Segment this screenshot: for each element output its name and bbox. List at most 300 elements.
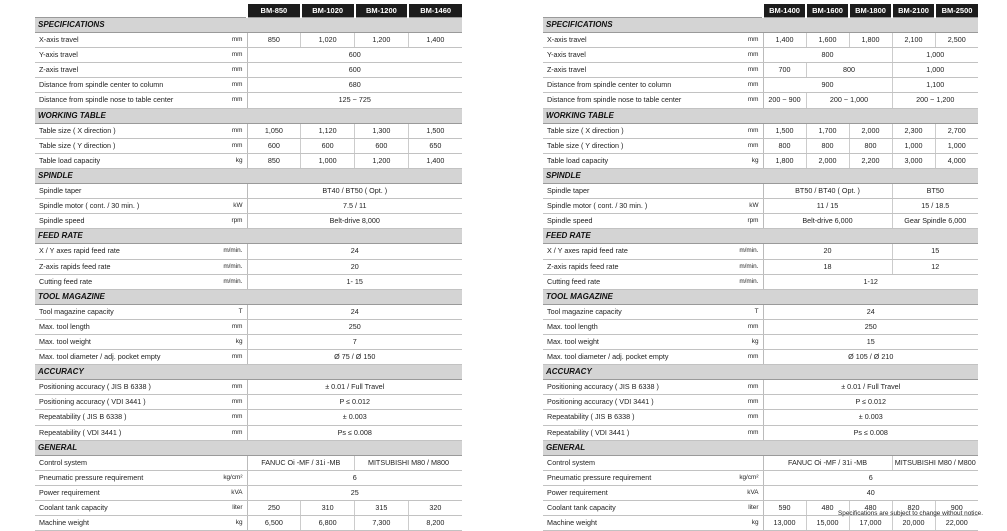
- spec-row: [543, 184, 978, 199]
- spec-label: Power requirement: [35, 485, 175, 500]
- spec-label: Repeatability ( JIS B 6338 ): [35, 410, 175, 425]
- spec-value: 15: [763, 334, 978, 349]
- spec-value: 20: [763, 244, 892, 259]
- spec-label: Table size ( Y direction ): [35, 138, 175, 153]
- section-header-row: [35, 168, 462, 183]
- spec-row: [35, 199, 462, 214]
- section-header-row: [35, 18, 462, 33]
- spec-unit: [691, 455, 763, 470]
- spec-label: Spindle motor ( cont. / 30 min. ): [35, 199, 175, 214]
- spec-value: MITSUBISHI M80 / M800: [892, 455, 978, 470]
- spec-value: 1- 15: [247, 274, 462, 289]
- spec-label: Spindle taper: [35, 184, 175, 199]
- spec-row: [35, 63, 462, 78]
- spec-unit: m/min.: [691, 244, 763, 259]
- spec-value: MITSUBISHI M80 / M800: [355, 455, 463, 470]
- spec-unit: rpm: [691, 214, 763, 229]
- spec-row: [35, 274, 462, 289]
- spec-row: [35, 244, 462, 259]
- section-title: GENERAL: [35, 440, 462, 455]
- spec-value: 2,700: [935, 123, 978, 138]
- spec-label: Tool magazine capacity: [543, 304, 691, 319]
- spec-unit: mm: [175, 410, 247, 425]
- spec-value: 1,200: [355, 33, 409, 48]
- section-header-row: [543, 108, 978, 123]
- spec-row: [35, 259, 462, 274]
- spec-value: BT50: [892, 184, 978, 199]
- spec-unit: kVA: [691, 485, 763, 500]
- spec-label: Coolant tank capacity: [35, 501, 175, 516]
- spec-label: Table size ( X direction ): [543, 123, 691, 138]
- spec-value: 310: [301, 501, 355, 516]
- spec-value: 600: [247, 138, 301, 153]
- spec-value: 1,100: [892, 78, 978, 93]
- spec-value: 1,000: [301, 153, 355, 168]
- spec-table-left: [35, 4, 462, 531]
- model-header: BM-1800: [849, 4, 892, 18]
- model-header: BM-850: [247, 4, 301, 18]
- model-header-row: [35, 4, 462, 18]
- spec-label: Cutting feed rate: [35, 274, 175, 289]
- spec-value: 1,000: [892, 138, 935, 153]
- spec-label: Max. tool length: [35, 319, 175, 334]
- spec-unit: mm: [691, 410, 763, 425]
- spec-value: 1,050: [247, 123, 301, 138]
- section-title: TOOL MAGAZINE: [543, 289, 978, 304]
- spec-value: 600: [247, 48, 462, 63]
- spec-unit: kg: [175, 516, 247, 531]
- spec-value: 2,200: [849, 153, 892, 168]
- section-title: TOOL MAGAZINE: [35, 289, 462, 304]
- spec-unit: kW: [175, 199, 247, 214]
- model-header: BM-1600: [806, 4, 849, 18]
- spec-unit: [691, 184, 763, 199]
- spec-value: 6: [247, 470, 462, 485]
- spec-row: [35, 319, 462, 334]
- footnote: Specifications are subject to change without notice.: [838, 510, 983, 517]
- spec-row: [543, 395, 978, 410]
- spec-label: Spindle motor ( cont. / 30 min. ): [543, 199, 691, 214]
- spec-value: ± 0.01 / Full Travel: [247, 380, 462, 395]
- spec-unit: mm: [175, 425, 247, 440]
- spec-label: Positioning accuracy ( VDI 3441 ): [35, 395, 175, 410]
- spec-label: Distance from spindle center to column: [35, 78, 175, 93]
- spec-value: 900: [935, 501, 978, 516]
- spec-value: ± 0.003: [763, 410, 978, 425]
- spec-label: Max. tool diameter / adj. pocket empty: [543, 350, 691, 365]
- spec-unit: mm: [691, 63, 763, 78]
- spec-value: 1-12: [763, 274, 978, 289]
- section-title: ACCURACY: [543, 365, 978, 380]
- spec-row: [35, 425, 462, 440]
- spec-value: 1,800: [763, 153, 806, 168]
- section-title: SPINDLE: [543, 168, 978, 183]
- spec-value: 900: [763, 78, 892, 93]
- spec-unit: mm: [175, 33, 247, 48]
- spec-value: 1,500: [763, 123, 806, 138]
- spec-value: 590: [763, 501, 806, 516]
- spec-row: [543, 48, 978, 63]
- spec-value: 6,500: [247, 516, 301, 531]
- spec-label: Spindle speed: [35, 214, 175, 229]
- spec-value: 2,300: [892, 123, 935, 138]
- model-header: BM-2500: [935, 4, 978, 18]
- spec-row: [543, 410, 978, 425]
- spec-unit: mm: [691, 48, 763, 63]
- spec-value: 200 ~ 900: [763, 93, 806, 108]
- spec-row: [35, 123, 462, 138]
- spec-row: [543, 380, 978, 395]
- spec-row: [543, 244, 978, 259]
- spec-label: Machine weight: [543, 516, 691, 531]
- spec-value: 2,100: [892, 33, 935, 48]
- spec-value: P ≤ 0.012: [247, 395, 462, 410]
- spec-unit: mm: [175, 319, 247, 334]
- spec-value: 1,000: [935, 138, 978, 153]
- spec-value: 17,000: [849, 516, 892, 531]
- spec-value: 40: [763, 485, 978, 500]
- spec-value: Gear Spindle 6,000: [892, 214, 978, 229]
- spec-row: [35, 304, 462, 319]
- spec-value: 15: [892, 244, 978, 259]
- spec-value: 1,200: [355, 153, 409, 168]
- spec-value: 24: [247, 244, 462, 259]
- spec-label: Y-axis travel: [35, 48, 175, 63]
- spec-unit: mm: [175, 63, 247, 78]
- spec-label: Table size ( X direction ): [35, 123, 175, 138]
- spec-value: 7.5 / 11: [247, 199, 462, 214]
- spec-unit: mm: [175, 380, 247, 395]
- section-title: SPECIFICATIONS: [543, 18, 978, 33]
- spec-label: Machine weight: [35, 516, 175, 531]
- spec-value: 12: [892, 259, 978, 274]
- spec-label: Table size ( Y direction ): [543, 138, 691, 153]
- spec-row: [35, 395, 462, 410]
- spec-value: 13,000: [763, 516, 806, 531]
- spec-value: Ps ≤ 0.008: [247, 425, 462, 440]
- spec-unit: mm: [691, 425, 763, 440]
- spec-label: Pneumatic pressure requirement: [543, 470, 691, 485]
- section-header-row: [543, 289, 978, 304]
- spec-value: 800: [806, 63, 892, 78]
- spec-unit: mm: [691, 319, 763, 334]
- spec-label: X-axis travel: [35, 33, 175, 48]
- spec-label: Z-axis rapids feed rate: [35, 259, 175, 274]
- spec-label: Table load capacity: [35, 153, 175, 168]
- spec-value: 15 / 18.5: [892, 199, 978, 214]
- spec-unit: m/min.: [175, 259, 247, 274]
- spec-value: 250: [763, 319, 978, 334]
- spec-value: 800: [806, 138, 849, 153]
- spec-value: 1,120: [301, 123, 355, 138]
- spec-row: [35, 470, 462, 485]
- spec-row: [543, 78, 978, 93]
- section-title: WORKING TABLE: [35, 108, 462, 123]
- spec-value: 24: [247, 304, 462, 319]
- spec-unit: mm: [175, 395, 247, 410]
- spec-value: Belt-drive 6,000: [763, 214, 892, 229]
- model-header: BM-1200: [355, 4, 409, 18]
- spec-label: Control system: [35, 455, 175, 470]
- spec-row: [543, 485, 978, 500]
- spec-unit: mm: [175, 93, 247, 108]
- section-title: FEED RATE: [35, 229, 462, 244]
- spec-unit: [175, 455, 247, 470]
- section-header-row: [35, 108, 462, 123]
- spec-value: 480: [806, 501, 849, 516]
- spec-label: Distance from spindle center to column: [543, 78, 691, 93]
- spec-unit: m/min.: [175, 244, 247, 259]
- spec-unit: kg: [175, 334, 247, 349]
- spec-value: 315: [355, 501, 409, 516]
- spec-row: [543, 138, 978, 153]
- spec-table-right: [543, 4, 978, 531]
- spec-value: Ø 105 / Ø 210: [763, 350, 978, 365]
- spec-value: 25: [247, 485, 462, 500]
- spec-row: [543, 425, 978, 440]
- spec-value: 1,800: [849, 33, 892, 48]
- spec-row: [35, 410, 462, 425]
- spec-value: 1,400: [408, 153, 462, 168]
- spec-value: Ø 75 / Ø 150: [247, 350, 462, 365]
- spec-value: P ≤ 0.012: [763, 395, 978, 410]
- spec-value: 1,000: [892, 48, 978, 63]
- header-spacer: [35, 4, 247, 18]
- spec-value: 800: [849, 138, 892, 153]
- spec-label: Repeatability ( VDI 3441 ): [543, 425, 691, 440]
- spec-value: FANUC Oi -MF / 31i -MB: [247, 455, 355, 470]
- spec-value: Belt-drive 8,000: [247, 214, 462, 229]
- spec-value: ± 0.01 / Full Travel: [763, 380, 978, 395]
- spec-label: X / Y axes rapid feed rate: [543, 244, 691, 259]
- spec-row: [543, 350, 978, 365]
- spec-value: 1,600: [806, 33, 849, 48]
- spec-row: [35, 380, 462, 395]
- header-spacer: [543, 4, 763, 18]
- section-header-row: [543, 365, 978, 380]
- spec-unit: mm: [691, 33, 763, 48]
- spec-label: Distance from spindle nose to table center: [543, 93, 691, 108]
- spec-unit: rpm: [175, 214, 247, 229]
- spec-row: [35, 93, 462, 108]
- spec-unit: mm: [175, 350, 247, 365]
- model-header: BM-2100: [892, 4, 935, 18]
- spec-row: [35, 485, 462, 500]
- spec-unit: kW: [691, 199, 763, 214]
- spec-value: 700: [763, 63, 806, 78]
- section-header-row: [543, 229, 978, 244]
- spec-value: 1,500: [408, 123, 462, 138]
- section-title: SPINDLE: [35, 168, 462, 183]
- spec-label: X-axis travel: [543, 33, 691, 48]
- section-header-row: [35, 365, 462, 380]
- spec-value: 820: [892, 501, 935, 516]
- spec-row: [35, 516, 462, 531]
- section-header-row: [35, 289, 462, 304]
- spec-unit: m/min.: [691, 259, 763, 274]
- spec-value: FANUC Oi -MF / 31i -MB: [763, 455, 892, 470]
- spec-value: 6: [763, 470, 978, 485]
- spec-value: 800: [763, 138, 806, 153]
- spec-value: 850: [247, 33, 301, 48]
- spec-label: Cutting feed rate: [543, 274, 691, 289]
- spec-row: [543, 214, 978, 229]
- spec-label: Coolant tank capacity: [543, 501, 691, 516]
- spec-label: Z-axis rapids feed rate: [543, 259, 691, 274]
- spec-label: Spindle speed: [543, 214, 691, 229]
- spec-unit: kg: [691, 153, 763, 168]
- spec-value: 320: [408, 501, 462, 516]
- model-header-row: [543, 4, 978, 18]
- section-header-row: [543, 440, 978, 455]
- spec-value: BT40 / BT50 ( Opt. ): [247, 184, 462, 199]
- spec-unit: m/min.: [691, 274, 763, 289]
- spec-value: 600: [301, 138, 355, 153]
- section-header-row: [35, 440, 462, 455]
- spec-value: 250: [247, 501, 301, 516]
- spec-row: [543, 153, 978, 168]
- spec-value: 24: [763, 304, 978, 319]
- spec-unit: mm: [691, 123, 763, 138]
- spec-value: 11 / 15: [763, 199, 892, 214]
- spec-label: Control system: [543, 455, 691, 470]
- spec-row: [543, 455, 978, 470]
- spec-label: Max. tool diameter / adj. pocket empty: [35, 350, 175, 365]
- spec-row: [543, 63, 978, 78]
- spec-value: 2,000: [849, 123, 892, 138]
- spec-row: [543, 259, 978, 274]
- spec-label: Repeatability ( JIS B 6338 ): [543, 410, 691, 425]
- spec-row: [543, 199, 978, 214]
- spec-label: Tool magazine capacity: [35, 304, 175, 319]
- section-title: FEED RATE: [543, 229, 978, 244]
- spec-row: [35, 334, 462, 349]
- spec-value: 20,000: [892, 516, 935, 531]
- spec-row: [35, 48, 462, 63]
- spec-unit: T: [691, 304, 763, 319]
- spec-unit: mm: [691, 138, 763, 153]
- spec-row: [543, 334, 978, 349]
- spec-row: [543, 123, 978, 138]
- spec-label: Distance from spindle nose to table center: [35, 93, 175, 108]
- spec-value: 1,400: [408, 33, 462, 48]
- spec-value: 250: [247, 319, 462, 334]
- spec-row: [35, 138, 462, 153]
- spec-label: Y-axis travel: [543, 48, 691, 63]
- spec-label: X / Y axes rapid feed rate: [35, 244, 175, 259]
- spec-value: 18: [763, 259, 892, 274]
- spec-label: Repeatability ( VDI 3441 ): [35, 425, 175, 440]
- spec-unit: mm: [691, 350, 763, 365]
- spec-value: 4,000: [935, 153, 978, 168]
- spec-value: Ps ≤ 0.008: [763, 425, 978, 440]
- spec-row: [543, 304, 978, 319]
- spec-value: 600: [355, 138, 409, 153]
- spec-value: 6,800: [301, 516, 355, 531]
- spec-value: 1,020: [301, 33, 355, 48]
- spec-value: 1,700: [806, 123, 849, 138]
- spec-row: [543, 33, 978, 48]
- section-title: WORKING TABLE: [543, 108, 978, 123]
- spec-unit: mm: [691, 78, 763, 93]
- spec-row: [543, 93, 978, 108]
- section-header-row: [543, 168, 978, 183]
- spec-label: Table load capacity: [543, 153, 691, 168]
- spec-label: Spindle taper: [543, 184, 691, 199]
- spec-unit: liter: [691, 501, 763, 516]
- spec-value: 2,000: [806, 153, 849, 168]
- spec-value: 1,300: [355, 123, 409, 138]
- spec-unit: kg/cm²: [691, 470, 763, 485]
- spec-unit: m/min.: [175, 274, 247, 289]
- spec-value: 2,500: [935, 33, 978, 48]
- spec-value: 650: [408, 138, 462, 153]
- spec-value: 600: [247, 63, 462, 78]
- section-title: SPECIFICATIONS: [35, 18, 462, 33]
- spec-value: 3,000: [892, 153, 935, 168]
- spec-value: 850: [247, 153, 301, 168]
- spec-label: Max. tool length: [543, 319, 691, 334]
- spec-value: 15,000: [806, 516, 849, 531]
- spec-unit: mm: [691, 93, 763, 108]
- spec-unit: mm: [175, 123, 247, 138]
- spec-label: Positioning accuracy ( JIS B 6338 ): [543, 380, 691, 395]
- spec-unit: mm: [175, 138, 247, 153]
- spec-row: [543, 516, 978, 531]
- spec-label: Pneumatic pressure requirement: [35, 470, 175, 485]
- spec-value: 7: [247, 334, 462, 349]
- spec-label: Z-axis travel: [543, 63, 691, 78]
- spec-label: Z-axis travel: [35, 63, 175, 78]
- spec-value: 1,400: [763, 33, 806, 48]
- section-title: ACCURACY: [35, 365, 462, 380]
- spec-value: 7,300: [355, 516, 409, 531]
- spec-row: [543, 470, 978, 485]
- spec-unit: mm: [691, 380, 763, 395]
- spec-row: [35, 184, 462, 199]
- spec-row: [543, 274, 978, 289]
- spec-row: [35, 350, 462, 365]
- spec-value: ± 0.003: [247, 410, 462, 425]
- spec-row: [35, 78, 462, 93]
- spec-label: Max. tool weight: [35, 334, 175, 349]
- spec-unit: mm: [175, 48, 247, 63]
- spec-value: BT50 / BT40 ( Opt. ): [763, 184, 892, 199]
- spec-row: [35, 501, 462, 516]
- spec-value: 200 ~ 1,200: [892, 93, 978, 108]
- spec-value: 680: [247, 78, 462, 93]
- spec-value: 1,000: [892, 63, 978, 78]
- model-header: BM-1400: [763, 4, 806, 18]
- spec-unit: kg: [691, 334, 763, 349]
- spec-value: 800: [763, 48, 892, 63]
- model-header: BM-1460: [408, 4, 462, 18]
- spec-unit: kg: [691, 516, 763, 531]
- spec-label: Max. tool weight: [543, 334, 691, 349]
- spec-unit: mm: [175, 78, 247, 93]
- spec-unit: T: [175, 304, 247, 319]
- spec-value: 20: [247, 259, 462, 274]
- spec-unit: kg: [175, 153, 247, 168]
- section-title: GENERAL: [543, 440, 978, 455]
- section-header-row: [543, 18, 978, 33]
- spec-row: [543, 319, 978, 334]
- spec-unit: kVA: [175, 485, 247, 500]
- spec-unit: mm: [691, 395, 763, 410]
- spec-unit: [175, 184, 247, 199]
- spec-value: 22,000: [935, 516, 978, 531]
- model-header: BM-1020: [301, 4, 355, 18]
